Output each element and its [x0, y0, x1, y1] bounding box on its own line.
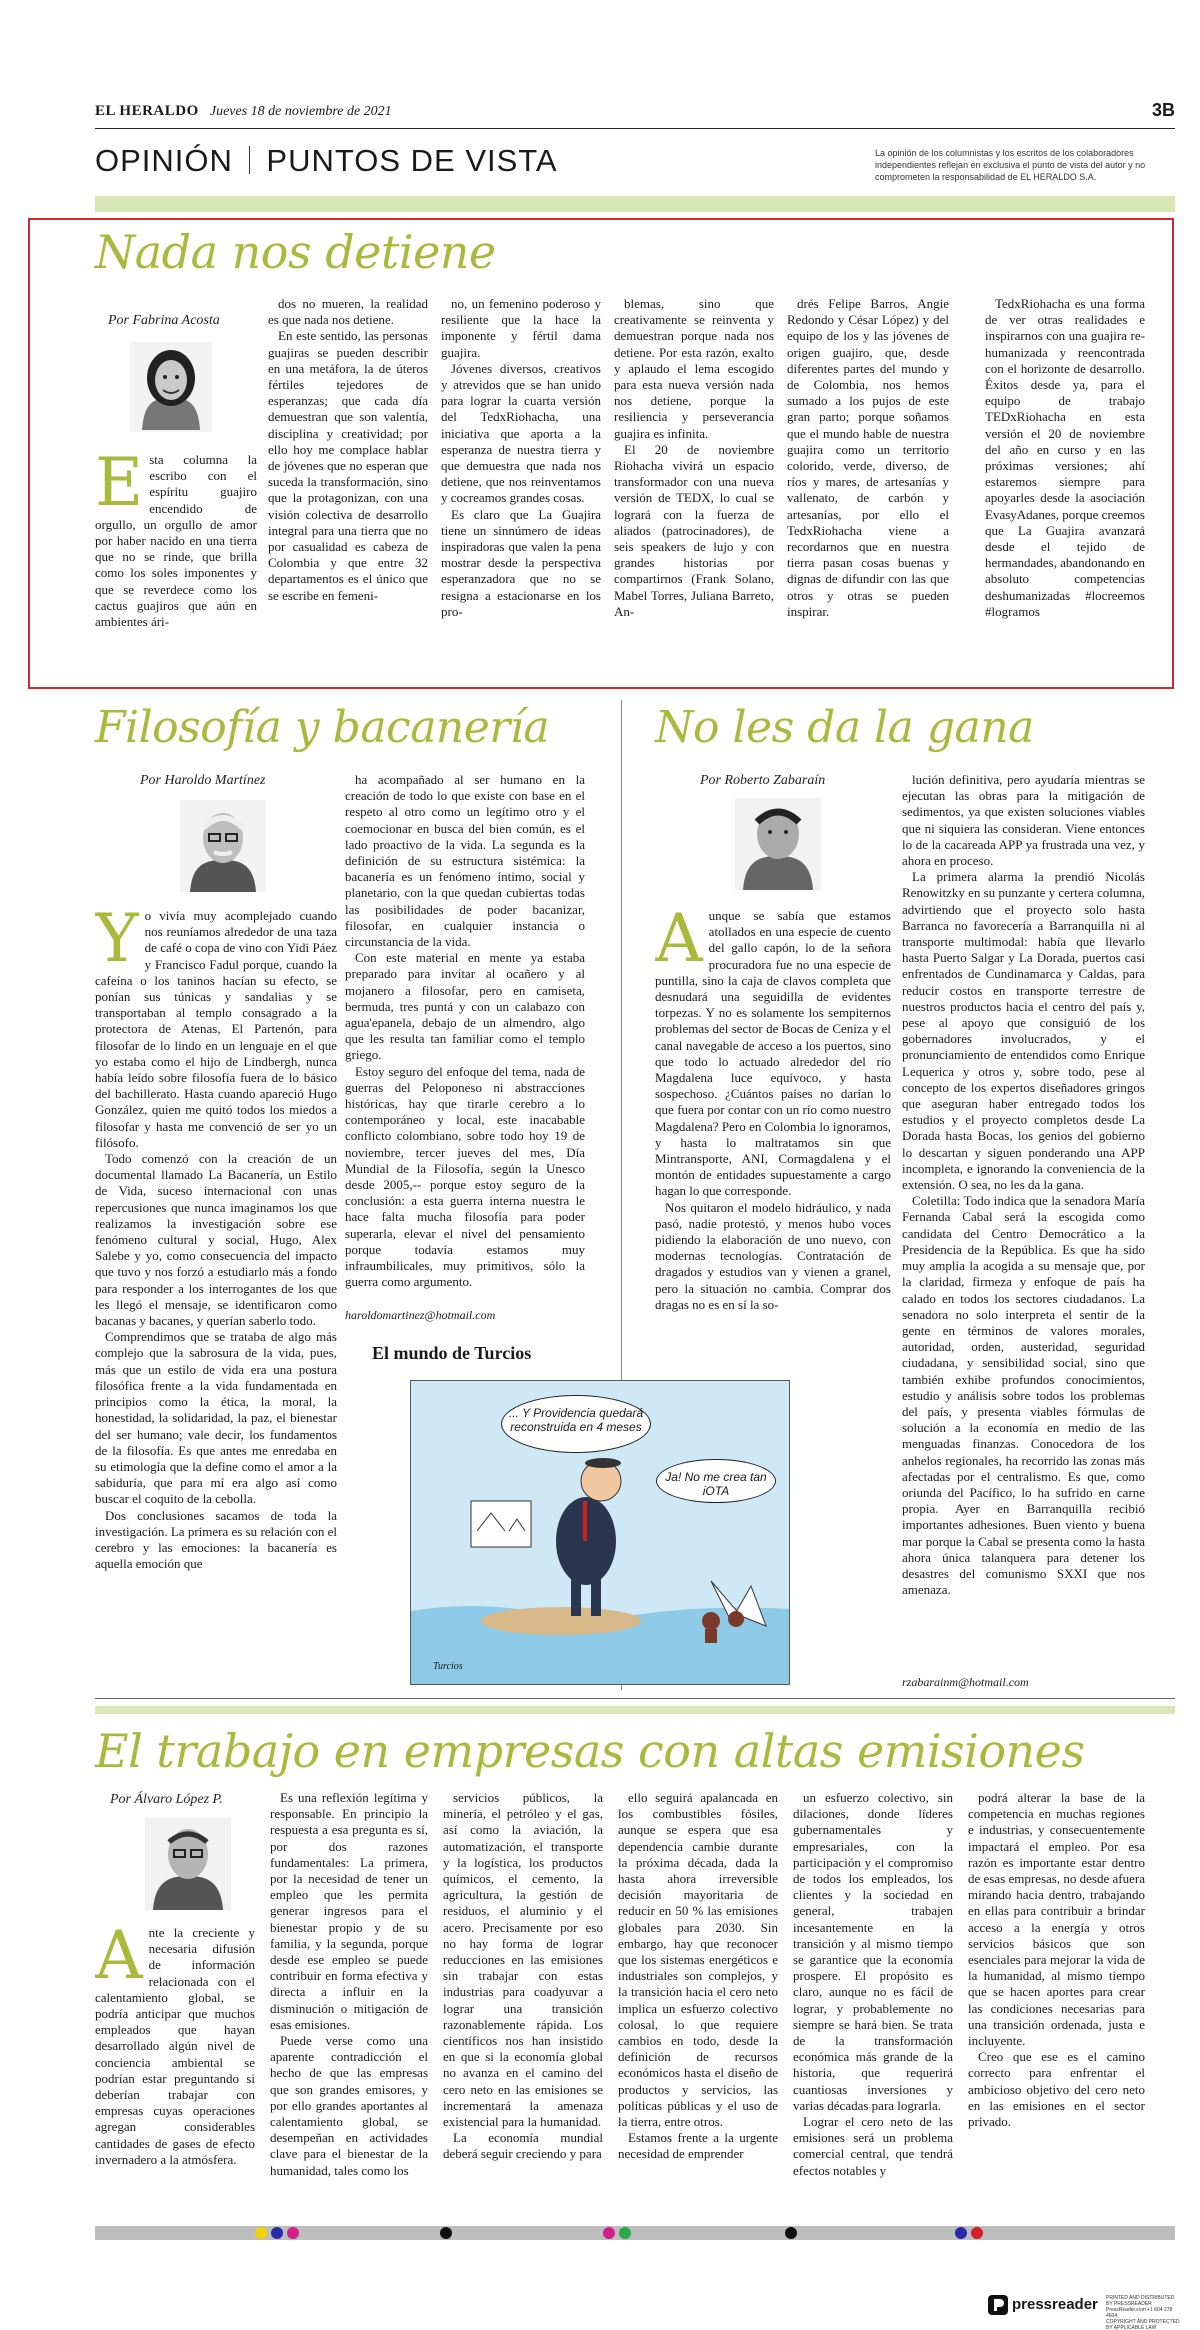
- registration-dot-blue-2: [955, 2227, 967, 2239]
- article4-column-2: [270, 1790, 428, 2220]
- article4-text-6: [968, 1790, 1145, 2130]
- section-rule: [95, 1698, 1175, 1699]
- paragraph: Dos conclusiones sacamos de toda la investigación. La primera es su relación con el cerebro y las emociones: la bacanería es aquella emoción que: [95, 1507, 337, 1572]
- article2-column-1: [95, 908, 337, 1691]
- headline-trabajo-empresas[interactable]: El trabajo en empresas con altas emisiones: [95, 1724, 1085, 1778]
- headline-no-les-da-la-gana[interactable]: No les da la gana: [655, 702, 1034, 753]
- article2-email[interactable]: haroldomartinez@hotmail.com: [345, 1308, 496, 1322]
- article4-text-4: [618, 1790, 778, 2163]
- article2-text-1: [95, 1151, 337, 1572]
- paragraph: Puede verse como una aparente contradicción el hecho de que las empresas que son grandes emisores, y por ello grandes aportantes al calentamiento global, se desempeñan en actividades clave para el bienestar de la humanidad, tales como los: [270, 2033, 428, 2178]
- article1-column-6: [985, 296, 1145, 684]
- paragraph: lución definitiva, pero ayudaría mientras se ejecutan las obras para la mitigación de sedimentos, ya que existen soluciones viables que ni siquiera las consideran. Viene entonces lo de la cacareada APP ya frustrada una vez, y ahora en proceso.: [902, 772, 1145, 869]
- article1-text-1: sta columna la escribo con el espíritu guajiro encendido de orgullo, un orgullo de amor por haber nacido en una tierra que no se rinde, que brilla como los soles imponentes y que se reverdece como los cactus guajiros que aún en ambientes ári-: [95, 452, 257, 630]
- disclaimer: La opinión de los columnistas y los escritos de los colaboradores independientes reflejan en exclusiva el punto de vista del autor y no comprometen la responsabilidad de EL HERALDO S.A.: [875, 148, 1146, 182]
- page-number: 3B: [1151, 100, 1175, 120]
- registration-dot-red: [971, 2227, 983, 2239]
- article3-column-2: [902, 772, 1145, 1672]
- article1-column-3: [441, 296, 601, 684]
- paragraph: un esfuerzo colectivo, sin dilaciones, donde líderes gubernamentales y empresariales, con la participación y el compromiso de todos los empleados, los clientes y la sociedad en general, trabajen incesantemente en la transición y al mismo tiempo se garantice que la economía prospere. El propósito es claro, aunque no es fácil de lograr, y probablemente no siempre se hará bien. Se trata de la transformación económica más grande de la historia, que requerirá cuantiosas inversiones y varias décadas para lograrla.: [793, 1790, 953, 2113]
- article4-column-4: [618, 1790, 778, 2220]
- cartoon-title: El mundo de Turcios: [372, 1343, 532, 1363]
- paragraph: El 20 de noviembre Riohacha vivirá un espacio transformador con una nueva versión de TEDX, lo cual se logrará con la fuerza de aliados (patrocinadores), de seis speakers de lujo y con grandes historias por compartirnos (Frank Solano, Mabel Torres, Juliana Barreto, An-: [614, 441, 774, 619]
- paragraph: Nos quitaron el modelo hidráulico, y nada pasó, nadie protestó, y menos hubo voces pidiendo la elaboración de uno nuevo, con modernas tecnologías. Contratación de dragados y estudios van y vienen a granel, pero la situación no cambia. Comprar dos dragas no es en sí la so-: [655, 1199, 891, 1312]
- paper-name: EL HERALDO: [95, 103, 199, 119]
- paragraph: La primera alarma la prendió Nicolás Renowitzky en su punzante y certera columna, advirtiendo que el proyecto solo hasta Barranca no favorecería a Barranquilla ni al transporte multimodal: había que llevarlo hasta Puerto Salgar y La Dorada, puertos casi enfrentados de Cundinamarca y Caldas, para reducir costos en transporte terrestre de nuestros productos hacia el centro del país y, pese al apoyo que consiguió de los gobernadores involucrados, y el pronunciamiento de entendidos como Enrique Lequerica y otros y, sobre todo, pese al concepto de los expertos diseñadores gringos que aseguran haber entregado todos los estudios y el proyecto completos desde La Dorada hasta Bocas, los genios del gobierno lo descartan y siguen ponderando una APP incompleta, e ignorando la conveniencia de la extensión. O sea, no les da la gana.: [902, 869, 1145, 1193]
- article4-green-rule: [95, 1706, 1175, 1714]
- paragraph: Con este material en mente ya estaba preparado para invitar al ocañero y al mojanero a filosofar, pero en camiseta, bermuda, tres puntá y con un calabazo con agua'epanela, debajo de un almendro, algo que les resulta tan familiar como el templo griego.: [345, 950, 585, 1063]
- article1-column-2: [268, 296, 428, 684]
- article3-text-1: [655, 1200, 891, 1313]
- paragraph: La economía mundial deberá seguir creciendo y para: [443, 2130, 603, 2162]
- article4-column-5: [793, 1790, 953, 2220]
- paragraph: no, un femenino poderoso y resiliente que la hace la imponente y fértil dama guajira.: [441, 296, 601, 360]
- byline-roberto-zabarain: Por Roberto Zabaraín: [700, 773, 826, 788]
- registration-dot-blue: [271, 2227, 283, 2239]
- cartoon-image: [410, 1380, 790, 1685]
- article1-column-4: [614, 296, 774, 684]
- article3-text-2: [902, 772, 1145, 1598]
- paragraph: TedxRiohacha es una forma de ver otras realidades e inspirarnos con una guajira re-humanizada y reencontrada con el horizonte de desarrollo. Éxitos desde ya, para el equipo de trabajo TEDxRiohacha en esta versión el 20 de noviembre del año en curso y en las próximas versiones; ahí estaremos siempre para apoyarles desde la asociación EvasyAdanes, porque creemos que La Guajira avanzará desde el tejido de hermandades, abandonando en absoluto competencias deshumanizadas #locreemos #logramos: [985, 296, 1145, 619]
- section-title-opinion: OPINIÓN: [95, 143, 233, 178]
- issue-date: Jueves 18 de noviembre de 2021: [209, 104, 392, 119]
- dropcap-e: E: [95, 452, 144, 521]
- paragraph: podrá alterar la base de la competencia en muchas regiones e industrias, y consecuentemente impactará el empleo. Por esa razón es importante estar dentro de esas empresas, no desde afuera mirando hacia dentro, trabajando en ellas para contribuir a brindar acceso a la energía y otros servicios básicos que son esenciales para mejorar la vida de la humanidad, al mismo tiempo que se hacen aportes para crear las condiciones necesarias para una transición ordenada, justa e incluyente.: [968, 1790, 1145, 2049]
- masthead-rule: [95, 128, 1175, 129]
- section-divider: [249, 146, 251, 174]
- byline-fabrina-acosta: Por Fabrina Acosta: [108, 313, 220, 328]
- byline-alvaro-lopez: Por Álvaro López P.: [110, 1792, 223, 1807]
- article1-text-5: [787, 296, 949, 620]
- section-green-rule: [95, 196, 1175, 212]
- paragraph: Todo comenzó con la creación de un documental llamado La Bacanería, un Estilo de Vida, suceso internacional con unas repercusiones que nunca imaginamos los que realizamos la investigación sobre ese fenómeno cultural y social, Hugo, Alex Salebe y yo, como consecuencia del impacto que tuvo y nos forzó a estudiarlo más a fondo para responder a los interrogantes de los que les llegó el mensaje, se identificaron como bacanas y bacanes, y querían saberlo todo.: [95, 1151, 337, 1329]
- section-title-puntos: PUNTOS DE VISTA: [266, 143, 558, 178]
- paragraph: servicios públicos, la minería, el petróleo y el gas, así como la aviación, la automatización, el transporte y la logística, los productos químicos, el cemento, la agricultura, la gestión de residuos, el aluminio y el acero. Precisamente por eso no hay forma de lograr reducciones en las emisiones sin trabajar con estas industrias para coadyuvar a lograr una transición razonablemente rápida. Los científicos nos han insistido en que si la economía global no avanza en el camino del cero neto en las emisiones se incrementará la amenaza existencial para la humanidad.: [443, 1790, 603, 2130]
- article1-text-6: [985, 296, 1145, 620]
- article1-text-4: [614, 296, 774, 620]
- article1-column-1: [95, 452, 257, 682]
- registration-dot-magenta: [287, 2227, 299, 2239]
- article3-email[interactable]: rzabarainm@hotmail.com: [902, 1675, 1029, 1689]
- registration-dot-black: [440, 2227, 452, 2239]
- pressreader-line-2: PressReader.com +1 604 278 4604: [1106, 2307, 1173, 2319]
- article4-column-6: [968, 1790, 1145, 2220]
- section-bar: [95, 143, 1175, 183]
- article2-text-2: [345, 772, 585, 1291]
- paragraph: Lograr el cero neto de las emisiones será un problema comercial central, que tendrá efectos notables y: [793, 2114, 953, 2178]
- paragraph: ello seguirá apalancada en los combustibles fósiles, aunque se espera que esa dependencia cambie durante la próxima década, dada la hasta ahora irreversible decisión mayoritaria de reducir en 50 % las emisiones globales para 2030. Sin embargo, hay que reconocer que los sistemas energéticos e industriales son complejos, y la transición hacia el cero neto implica un esfuerzo colectivo colosal, lo que requiere cambios en todo, desde la definición de recursos económicos hasta el diseño de productos y servicios, las políticas públicas y el uso de la tierra, entre otros.: [618, 1790, 778, 2130]
- cartoon-bubble-1: ... Y Providencia quedará reconstruida en 4 meses: [501, 1395, 651, 1453]
- author-portrait-zabarain: [735, 798, 821, 890]
- article1-text-3: [441, 296, 601, 620]
- pressreader-logo[interactable]: [988, 2290, 1180, 2330]
- dropcap-a-article3: A: [655, 908, 703, 977]
- dropcap-a-article4: A: [95, 1925, 143, 1994]
- article4-column-1: [95, 1925, 255, 2220]
- paragraph: drés Felipe Barros, Angie Redondo y César López) y del equipo de los y las jóvenes de origen guajiro, que, desde diferentes partes del mundo y de Colombia, nos hemos sumado a los pujos de este gran parto; porque soñamos que el mundo hable de nuestra guajira como un territorio colorido, verde, diverso, de ríos y mares, de artesanías y vallenato, de carbón y artesanías, por ello el TedxRiohacha viene a recordarnos que en nuestra tierra pasan cosas buenas y dignas de difundir con las que otros y otras se pueden inspirar.: [787, 296, 949, 619]
- article1-text-2: [268, 296, 428, 604]
- headline-nada-nos-detiene[interactable]: Nada nos detiene: [95, 225, 496, 279]
- registration-dot-green: [619, 2227, 631, 2239]
- article1-column-5: [787, 296, 949, 684]
- article4-text-1: nte la creciente y necesaria difusión de información relacionada con el calentamiento global, se podría anticipar que muchos empleados que hayan desarrollado algún nivel de conciencia ambiental se podrían estar preguntando si deberían trabajar con empresas cuyas operaciones agregan considerables cantidades de gases de efecto invernadero a la atmósfera.: [95, 1925, 255, 2167]
- article3-column-1: [655, 908, 891, 1328]
- article4-text-2: [270, 1790, 428, 2179]
- registration-dot-black-2: [785, 2227, 797, 2239]
- article4-text-3: [443, 1790, 603, 2163]
- masthead: [95, 100, 1175, 122]
- author-portrait-martinez: [180, 800, 266, 892]
- article2-column-2: [345, 772, 585, 1307]
- paragraph: dos no mueren, la realidad es que nada nos detiene.: [268, 296, 428, 328]
- paragraph: Es claro que La Guajira tiene un sinnúmero de ideas inspiradoras que valen la pena mostrar desde la perspectiva esperanzadora que no se resigna a estacionarse en los pro-: [441, 506, 601, 619]
- paragraph: o vivía muy acomplejado cuando nos reuníamos alrededor de una taza de café o copa de vino con Yidi Páez y Francisco Fadul porque, cuando la cafeína o los taninos hacían su efecto, se ponían sus túnicas y sandalias y se transportaban al templo consagrado a la protectora de Atenas, El Partenón, para filosofar de lo lindo en un lenguaje en el que yo estaba como el hijo de Lindbergh, nunca había leído sobre filosofía fuera de lo básico del bachillerato. Hasta cuando apareció Hugo González, quien me quitó todos los miedos a filosofar y hasta me convenció de ser yo un filósofo.: [95, 908, 337, 1150]
- pressreader-line-3: COPYRIGHT AND PROTECTED BY APPLICABLE LAW: [1106, 2319, 1180, 2330]
- author-portrait-acosta: [130, 342, 212, 432]
- paragraph: Estoy seguro del enfoque del tema, nada de guerras del Peloponeso ni abstracciones históricas, hay que tirarle cerebro a lo contemporáneo y local, este inacabable conflicto colombiano, sobre todo hoy 19 de noviembre, tercer jueves del mes, Día Mundial de la Filosofía, según la Unesco desde 2005,-- porque estoy seguro de la conclusión: a esta guerra interna nuestra le hace falta mucha filosofía para poder superarla, elevar el nivel del pensamiento porque todavía estamos muy infraumbilicales, muy primitivos, sólo la guerra como argumento.: [345, 1063, 585, 1290]
- paragraph: ha acompañado al ser humano en la creación de todo lo que existe con base en el respeto al otro como un legítimo otro y el coemocionar en busca del bien común, es el lado proactivo de la vida. La segunda es la definición de su estructura sistémica: la bacanería es un fenómeno íntimo, social y planetario, con la que quedan cubiertas todas las posibilidades de poder bacanizar, filosofar, en cualquier instancia o circunstancia de la vida.: [345, 772, 585, 950]
- author-portrait-lopez: [145, 1818, 231, 1910]
- pressreader-icon: [988, 2295, 1008, 2315]
- article4-column-3: [443, 1790, 603, 2220]
- paragraph: Estamos frente a la urgente necesidad de emprender: [618, 2130, 778, 2162]
- paragraph: unque se sabía que estamos atollados en una especie de cuento del gallo capón, lo de la señora procuradora fue no una especie de puntilla, sino la caja de clavos completa que desnudará una seguidilla de evidentes torpezas. Y no es solamente los sempiternos problemas del sector de Bocas de Ceniza y el canal navegable de acceso a los puertos, sino que todo lo actuado alrededor del río Magdalena luce equívoco, y hasta sospechoso. ¿Cuántos países no darían lo que fuera por contar con un río como nuestro Magdalena? Pero en Colombia lo ignoramos, y hasta lo maltratamos sin que Mintransporte, ANI, Cormagdalena y el montón de entidades supuestamente a cargo hagan lo que corresponde.: [655, 908, 891, 1199]
- paragraph: Jóvenes diversos, creativos y atrevidos que se han unido para lograr la cuarta versión del TedxRiohacha, una iniciativa que aporta a la esperanza de nuestra tierra y que demuestra que nada nos detiene, que nos reinventamos y cocreamos grandes cosas.: [441, 360, 601, 506]
- color-registration-strip: [95, 2226, 1175, 2240]
- paragraph: Creo que ese es el camino correcto para enfrentar el ambicioso objetivo del cero neto en las emisiones en el sector privado.: [968, 2049, 1145, 2130]
- cartoon-signature: Turcios: [433, 1661, 463, 1672]
- registration-dot-magenta-2: [603, 2227, 615, 2239]
- paragraph: blemas, sino que creativamente se reinventa y demuestran porque nada nos detiene. Por esta razón, exalto y aplaudo el lema escogido para esta nueva versión nada nos detiene, porque la resiliencia y perseverancia guajira es infinita.: [614, 296, 774, 441]
- paragraph: Es una reflexión legítima y responsable. En principio la respuesta a esa pregunta es sí, por dos razones fundamentales: La primera, por la necesidad de tener un empleo que les permita generar ingresos para el bienestar propio y de su familia, y la segunda, porque desde ese empleo se puede contribuir en forma efectiva y directa a influir en la disminución o mitigación de esas emisiones.: [270, 1790, 428, 2032]
- byline-haroldo-martinez: Por Haroldo Martínez: [140, 773, 266, 788]
- cartoon-bubble-2: Ja! No me crea tan iOTA: [656, 1459, 776, 1503]
- paragraph: Comprendimos que se trataba de algo más complejo que la sabrosura de la vida, pues, más que un estilo de vida era una postura filosófica frente a la vida fundamentada en principios como la ética, la moral, la honestidad, la solidaridad, la paz, el bienestar del ser humano; vale decir, los fundamentos de la filosofía. Es que antes me enredaba en su etimología que la define como el amor a la sabiduría, que para mí era algo así como buscar el coquito de la cebolla.: [95, 1329, 337, 1507]
- pressreader-name: pressreader: [1012, 2296, 1098, 2313]
- article4-text-5: [793, 1790, 953, 2179]
- registration-dot-yellow: [255, 2227, 267, 2239]
- paragraph: En este sentido, las personas guajiras se pueden describir en una metáfora, la de úteros fértiles tejedores de esperanzas; que cada día demuestran que son valentía, disciplina y creatividad; por ello hoy me complace hablar de jóvenes que no esperan que suceda la transformación, sino que la protagonizan, con una visión colectiva de desarrollo integral para una tierra que no por casualidad es cabeza de Colombia y que entre 32 departamentos es el único que se escribe en femeni-: [268, 328, 428, 603]
- dropcap-y: Y: [95, 908, 139, 977]
- headline-filosofia-bacaneria[interactable]: Filosofía y bacanería: [95, 702, 550, 753]
- paragraph: Coletilla: Todo indica que la senadora María Fernanda Cabal será la escogida como candidata del Centro Democrático a la Presidencia de la República. Es que ha sido muy amplia la acogida a su mensaje que, por la claridad, firmeza y enfoque de país ha calado en todos los sectores ciudadanos. La senadora no solo interpreta el sentir de la gente en términos de valores morales, autoridad, orden, austeridad, seguridad ciudadana, y sensibilidad social, sino que también exhibe profundos conocimientos, estudio y análisis sobre todos los problemas del país, y presenta viables fórmulas de solución a la economía en medio de las menguadas finanzas. Conocedora de los anhelos regionales, ha recorrido las zonas más afectadas por el centralismo. Es que, como oriunda del Pacífico, lo ha sufrido en carne propia. Ayer en Barranquilla recibió importantes adhesiones. Buen viento y buena mar porque la Cabal se presenta como la hasta ahora única talanquera para detener los desastres del comunismo SXXI que nos amenaza.: [902, 1193, 1145, 1598]
- pressreader-line-1: PRINTED AND DISTRIBUTED BY PRESSREADER: [1106, 2295, 1175, 2307]
